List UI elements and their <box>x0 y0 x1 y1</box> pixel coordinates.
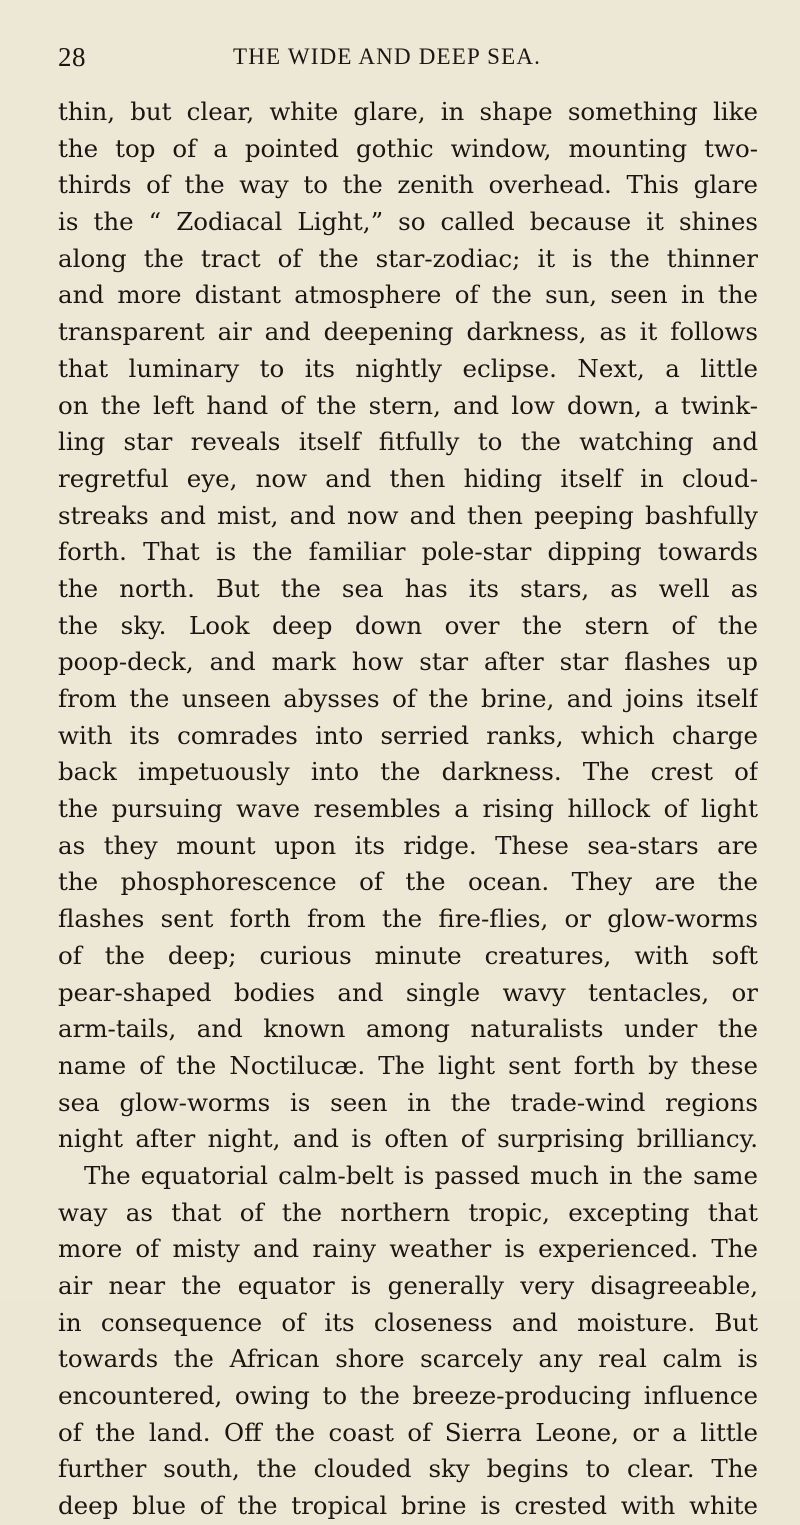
text-line: thin, but clear, white glare, in shape something like <box>58 97 758 126</box>
text-line: night after night, and is often of surprising brilliancy. <box>58 1124 758 1154</box>
text-line: encountered, owing to the breeze-producing influence <box>58 1381 758 1411</box>
text-line: back impetuously into the darkness. The crest of <box>58 757 758 787</box>
text-line: The equatorial calm-belt is passed much in the same <box>84 1160 758 1190</box>
text-line: name of the Noctilucæ. The light sent forth by these <box>58 1050 758 1080</box>
text-line: air near the equator is generally very disagreeable, <box>58 1271 758 1300</box>
text-line: in consequence of its closeness and moisture. But <box>58 1307 758 1337</box>
text-line: towards the African shore scarcely any real calm is <box>58 1344 758 1374</box>
text-line: arm-tails, and known among naturalists under the <box>58 1014 758 1044</box>
text-line: streaks and mist, and now and then peeping bashfully <box>58 500 758 530</box>
text-line: deep blue of the tropical brine is crested with white <box>58 1491 758 1521</box>
text-line: as they mount upon its ridge. These sea-stars are <box>58 830 758 860</box>
page-number: 28 <box>58 42 86 72</box>
text-line: more of misty and rainy weather is experienced. The <box>58 1234 758 1264</box>
text-line: further south, the clouded sky begins to clear. The <box>58 1454 758 1484</box>
text-line: along the tract of the star-zodiac; it is the thinner <box>58 243 758 273</box>
text-line: from the unseen abysses of the brine, and joins itself <box>58 684 758 713</box>
text-line: pear-shaped bodies and single wavy tentacles, or <box>58 977 758 1007</box>
text-line: ling star reveals itself fitfully to the watching and <box>58 427 758 457</box>
running-head: THE WIDE AND DEEP SEA. <box>233 44 542 69</box>
text-line: the pursuing wave resembles a rising hillock of light <box>58 794 758 824</box>
text-line: is the “ Zodiacal Light,” so called because it shines <box>58 207 758 237</box>
text-line: forth. That is the familiar pole-star dipping towards <box>58 537 758 567</box>
text-line: with its comrades into serried ranks, which charge <box>58 720 758 750</box>
text-line: and more distant atmosphere of the sun, seen in the <box>58 280 758 310</box>
text-line: the top of a pointed gothic window, mounting two- <box>58 133 758 163</box>
text-line: on the left hand of the stern, and low down, a twink- <box>58 390 758 420</box>
text-line: the sky. Look deep down over the stern of the <box>58 610 758 640</box>
text-line: that luminary to its nightly eclipse. Next, a little <box>58 353 758 383</box>
text-line: regretful eye, now and then hiding itself in cloud- <box>58 463 758 493</box>
text-line: flashes sent forth from the fire-flies, or glow-worms <box>58 904 758 934</box>
text-line: way as that of the northern tropic, excepting that <box>58 1197 758 1227</box>
text-line: poop-deck, and mark how star after star flashes up <box>58 647 758 677</box>
text-line: of the land. Off the coast of Sierra Leone, or a little <box>58 1417 758 1447</box>
text-line: the north. But the sea has its stars, as well as <box>58 573 758 603</box>
text-line: thirds of the way to the zenith overhead. This glare <box>58 170 758 200</box>
text-line: the phosphorescence of the ocean. They are the <box>58 867 758 897</box>
text-line: transparent air and deepening darkness, as it follows <box>58 317 758 347</box>
page-header <box>58 42 758 82</box>
text-line: sea glow-worms is seen in the trade-wind regions <box>58 1087 758 1117</box>
body-text <box>58 94 758 1525</box>
text-line: of the deep; curious minute creatures, with soft <box>58 940 758 970</box>
